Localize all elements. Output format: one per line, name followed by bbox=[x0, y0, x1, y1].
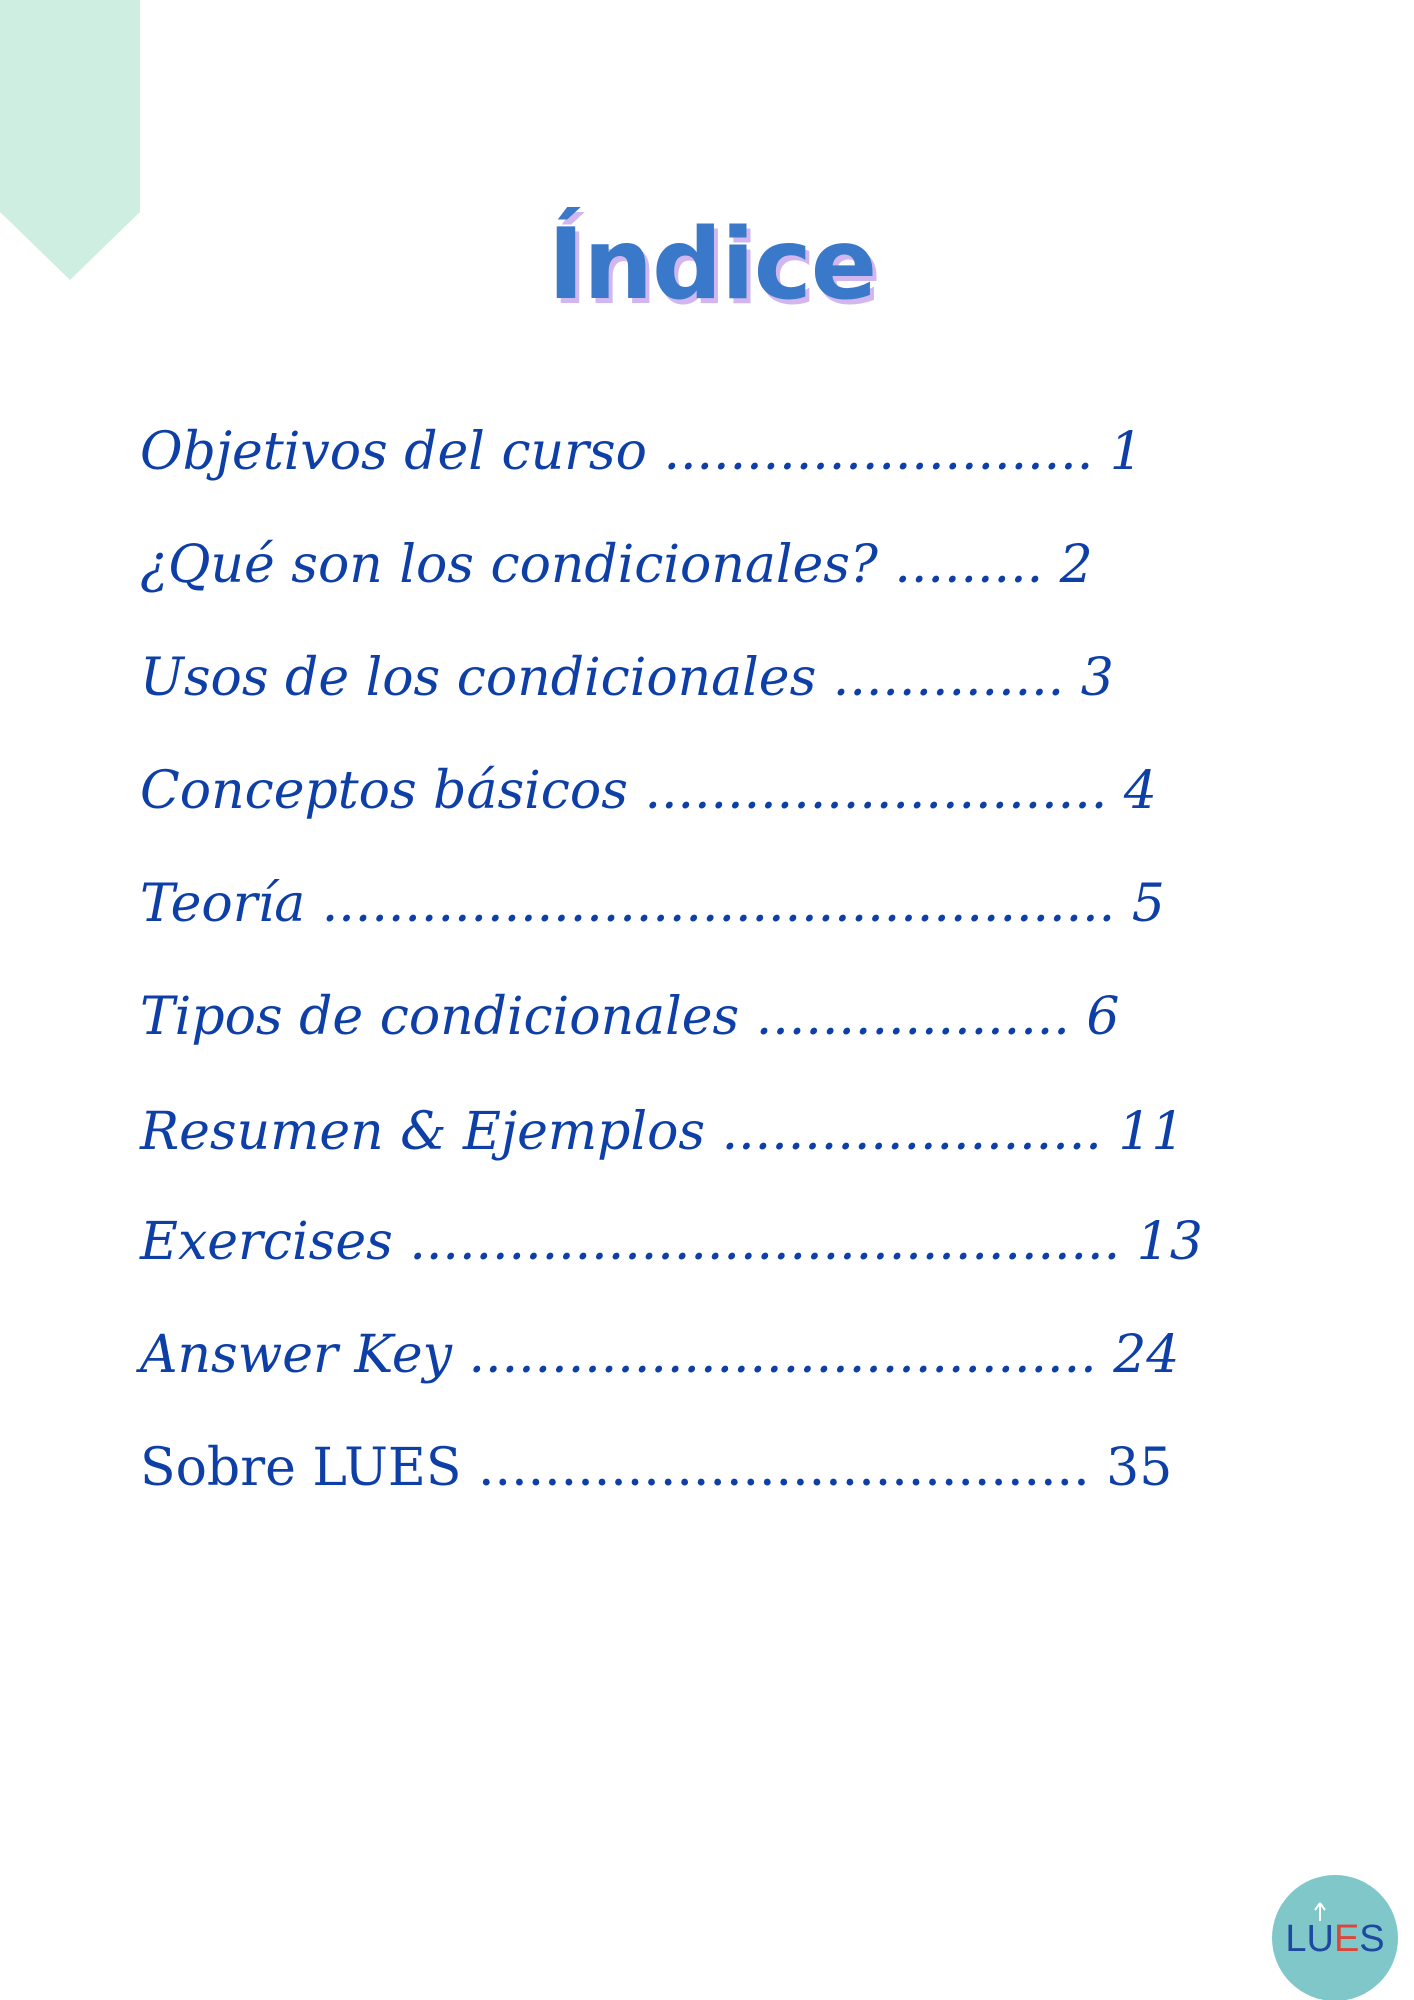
toc-leader-dots: ..................................... bbox=[478, 1438, 1090, 1498]
toc-leader-dots: ....................... bbox=[721, 1102, 1102, 1162]
toc-page-number: 6 bbox=[1086, 987, 1120, 1047]
toc-entry[interactable] bbox=[140, 420, 1143, 484]
toc-entry-label: Teoría bbox=[140, 874, 306, 934]
toc-entry-label: Answer Key bbox=[140, 1325, 452, 1385]
logo-letter-u bbox=[1306, 1918, 1333, 1960]
toc-entry-label: Resumen & Ejemplos bbox=[140, 1102, 706, 1162]
toc-entry[interactable] bbox=[140, 985, 1119, 1049]
toc-leader-dots: ........................................... bbox=[409, 1212, 1121, 1272]
toc-entry[interactable] bbox=[140, 646, 1114, 710]
toc-leader-dots: .......................... bbox=[663, 422, 1094, 482]
toc-entry-label: Usos de los condicionales bbox=[140, 648, 817, 708]
toc-entry-label: Objetivos del curso bbox=[140, 422, 647, 482]
toc-entry-label: Sobre LUES bbox=[140, 1438, 462, 1498]
toc-leader-dots: ......... bbox=[894, 535, 1044, 595]
toc-entry-label: Tipos de condicionales bbox=[140, 987, 740, 1047]
toc-entry-label: ¿Qué son los condicionales? bbox=[140, 535, 878, 595]
lues-logo bbox=[1272, 1875, 1398, 2000]
toc-page-number: 11 bbox=[1118, 1102, 1185, 1162]
toc-leader-dots: ................................................ bbox=[321, 874, 1116, 934]
toc-page-number: 4 bbox=[1123, 761, 1157, 821]
toc-page-number: 5 bbox=[1131, 874, 1165, 934]
toc-page-number: 2 bbox=[1059, 535, 1093, 595]
toc-page-number: 35 bbox=[1106, 1438, 1173, 1498]
toc-page-number: 24 bbox=[1113, 1325, 1180, 1385]
toc-entry[interactable] bbox=[140, 1323, 1179, 1387]
toc-entry[interactable] bbox=[140, 533, 1093, 597]
toc-leader-dots: ............................ bbox=[644, 761, 1108, 821]
logo-wordmark bbox=[1272, 1919, 1398, 1959]
toc-entry-label: Conceptos básicos bbox=[140, 761, 628, 821]
toc-page-number: 3 bbox=[1080, 648, 1114, 708]
toc-entry[interactable] bbox=[140, 872, 1165, 936]
toc-leader-dots: ................... bbox=[755, 987, 1070, 1047]
logo-letter-l: L bbox=[1285, 1918, 1307, 1960]
logo-letter-s: S bbox=[1359, 1918, 1385, 1960]
toc-page-number: 1 bbox=[1109, 422, 1143, 482]
page-title: Índice bbox=[547, 208, 877, 322]
logo-letter-u-text: U bbox=[1306, 1918, 1334, 1960]
toc-entry[interactable] bbox=[140, 1436, 1172, 1500]
toc-entry-label: Exercises bbox=[140, 1212, 393, 1272]
logo-letter-e: E bbox=[1333, 1918, 1360, 1960]
arrow-up-icon bbox=[1314, 1902, 1326, 1922]
toc-page-number: 13 bbox=[1136, 1212, 1203, 1272]
toc-leader-dots: ...................................... bbox=[468, 1325, 1097, 1385]
toc-entry[interactable] bbox=[140, 1210, 1203, 1274]
toc-entry[interactable] bbox=[140, 1100, 1185, 1164]
toc-leader-dots: .............. bbox=[832, 648, 1065, 708]
toc-entry[interactable] bbox=[140, 759, 1157, 823]
